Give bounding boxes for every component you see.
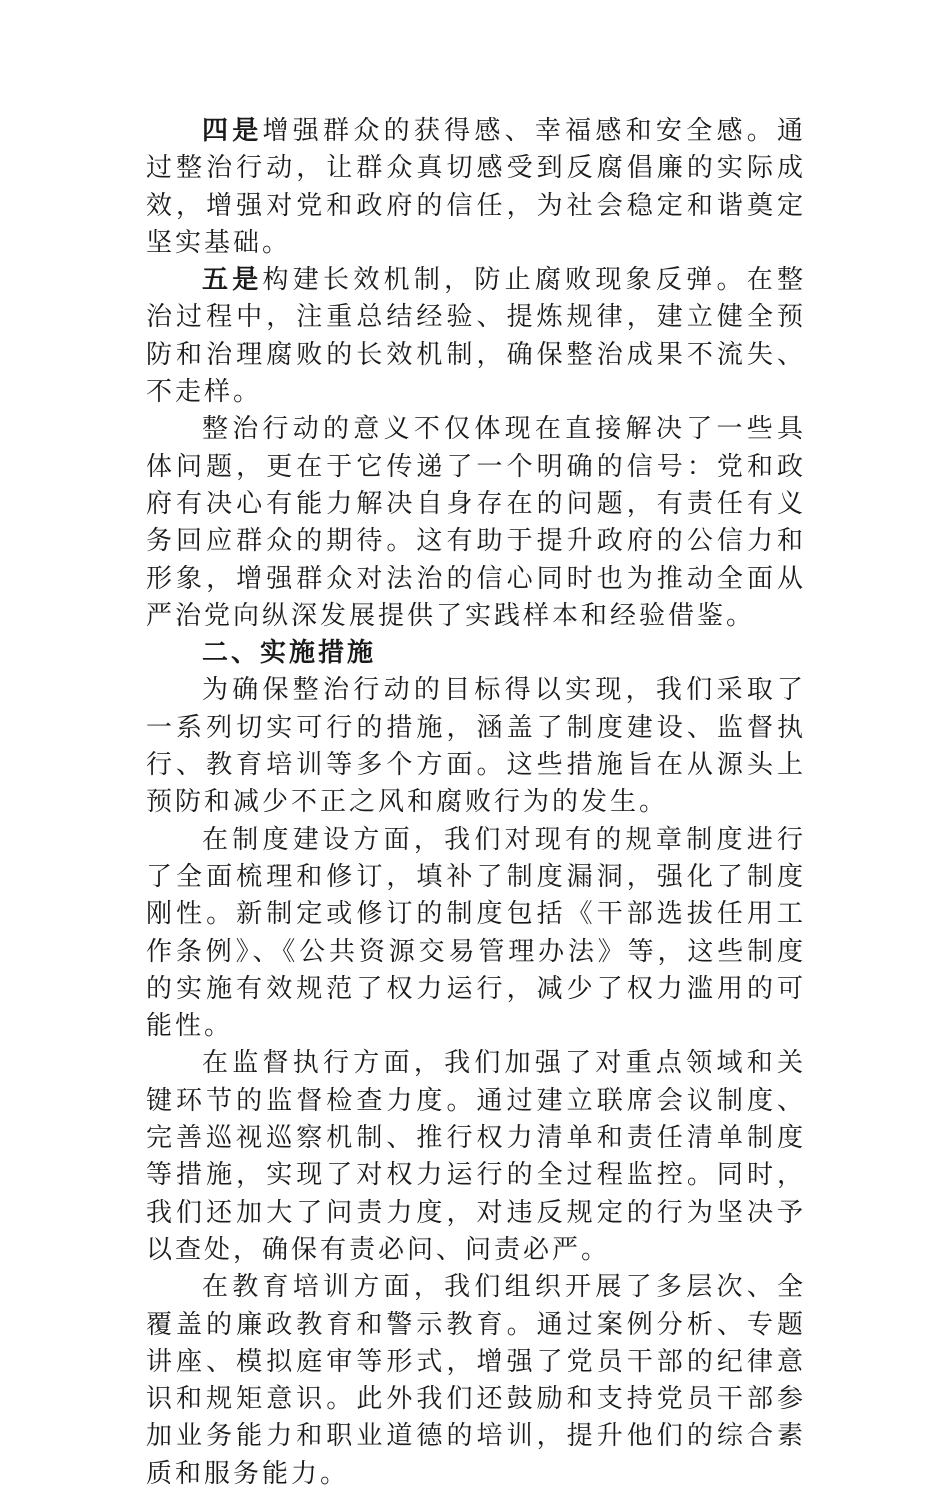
paragraph-lead: 四是 [202, 116, 263, 146]
paragraph-measures-intro: 为确保整治行动的目标得以实现，我们采取了一系列切实可行的措施，涵盖了制度建设、监督执行、教育培训等多个方面。这些措施旨在从源头上预防和减少不正之风和腐败行为的发生。 [146, 675, 806, 818]
paragraph-point-five [146, 262, 806, 411]
document-page [146, 113, 806, 1493]
paragraph-text: 增强群众的获得感、幸福感和安全感。通过整治行动，让群众真切感受到反腐倡廉的实际成效，增强对党和政府的信任，为社会稳定和谐奠定坚实基础。 [146, 116, 806, 258]
paragraph-institution-building: 在制度建设方面，我们对现有的规章制度进行了全面梳理和修订，填补了制度漏洞，强化了制度刚性。新制定或修订的制度包括《干部选拔任用工作条例》、《公共资源交易管理办法》等，这些制度的实施有效规范了权力运行，减少了权力滥用的可能性。 [146, 824, 806, 1042]
paragraph-point-four [146, 113, 806, 262]
paragraph-lead: 五是 [202, 265, 263, 296]
paragraph-significance: 整治行动的意义不仅体现在直接解决了一些具体问题，更在于它传递了一个明确的信号：党和政府有决心有能力解决自身存在的问题，有责任有义务回应群众的期待。这有助于提升政府的公信力和形象，增强群众对法治的信心同时也为推动全面从严治党向纵深发展提供了实践样本和经验借鉴。 [146, 414, 806, 631]
paragraph-supervision: 在监督执行方面，我们加强了对重点领域和关键环节的监督检查力度。通过建立联席会议制度、完善巡视巡察机制、推行权力清单和责任清单制度等措施，实现了对权力运行的全过程监控。同时，我们还加大了问责力度，对违反规定的行为坚决予以查处，确保有责必问、问责必严。 [146, 1048, 806, 1265]
paragraph-text: 构建长效机制，防止腐败现象反弹。在整治过程中，注重总结经验、提炼规律，建立健全预防和治理腐败的长效机制，确保整治成果不流失、不走样。 [146, 265, 806, 408]
section-heading: 二、实施措施 [202, 638, 377, 669]
paragraph-education-training: 在教育培训方面，我们组织开展了多层次、全覆盖的廉政教育和警示教育。通过案例分析、专题讲座、模拟庭审等形式，增强了党员干部的纪律意识和规矩意识。此外我们还鼓励和支持党员干部参加业务能力和职业道德的培训，提升他们的综合素质和服务能力。 [146, 1272, 806, 1489]
